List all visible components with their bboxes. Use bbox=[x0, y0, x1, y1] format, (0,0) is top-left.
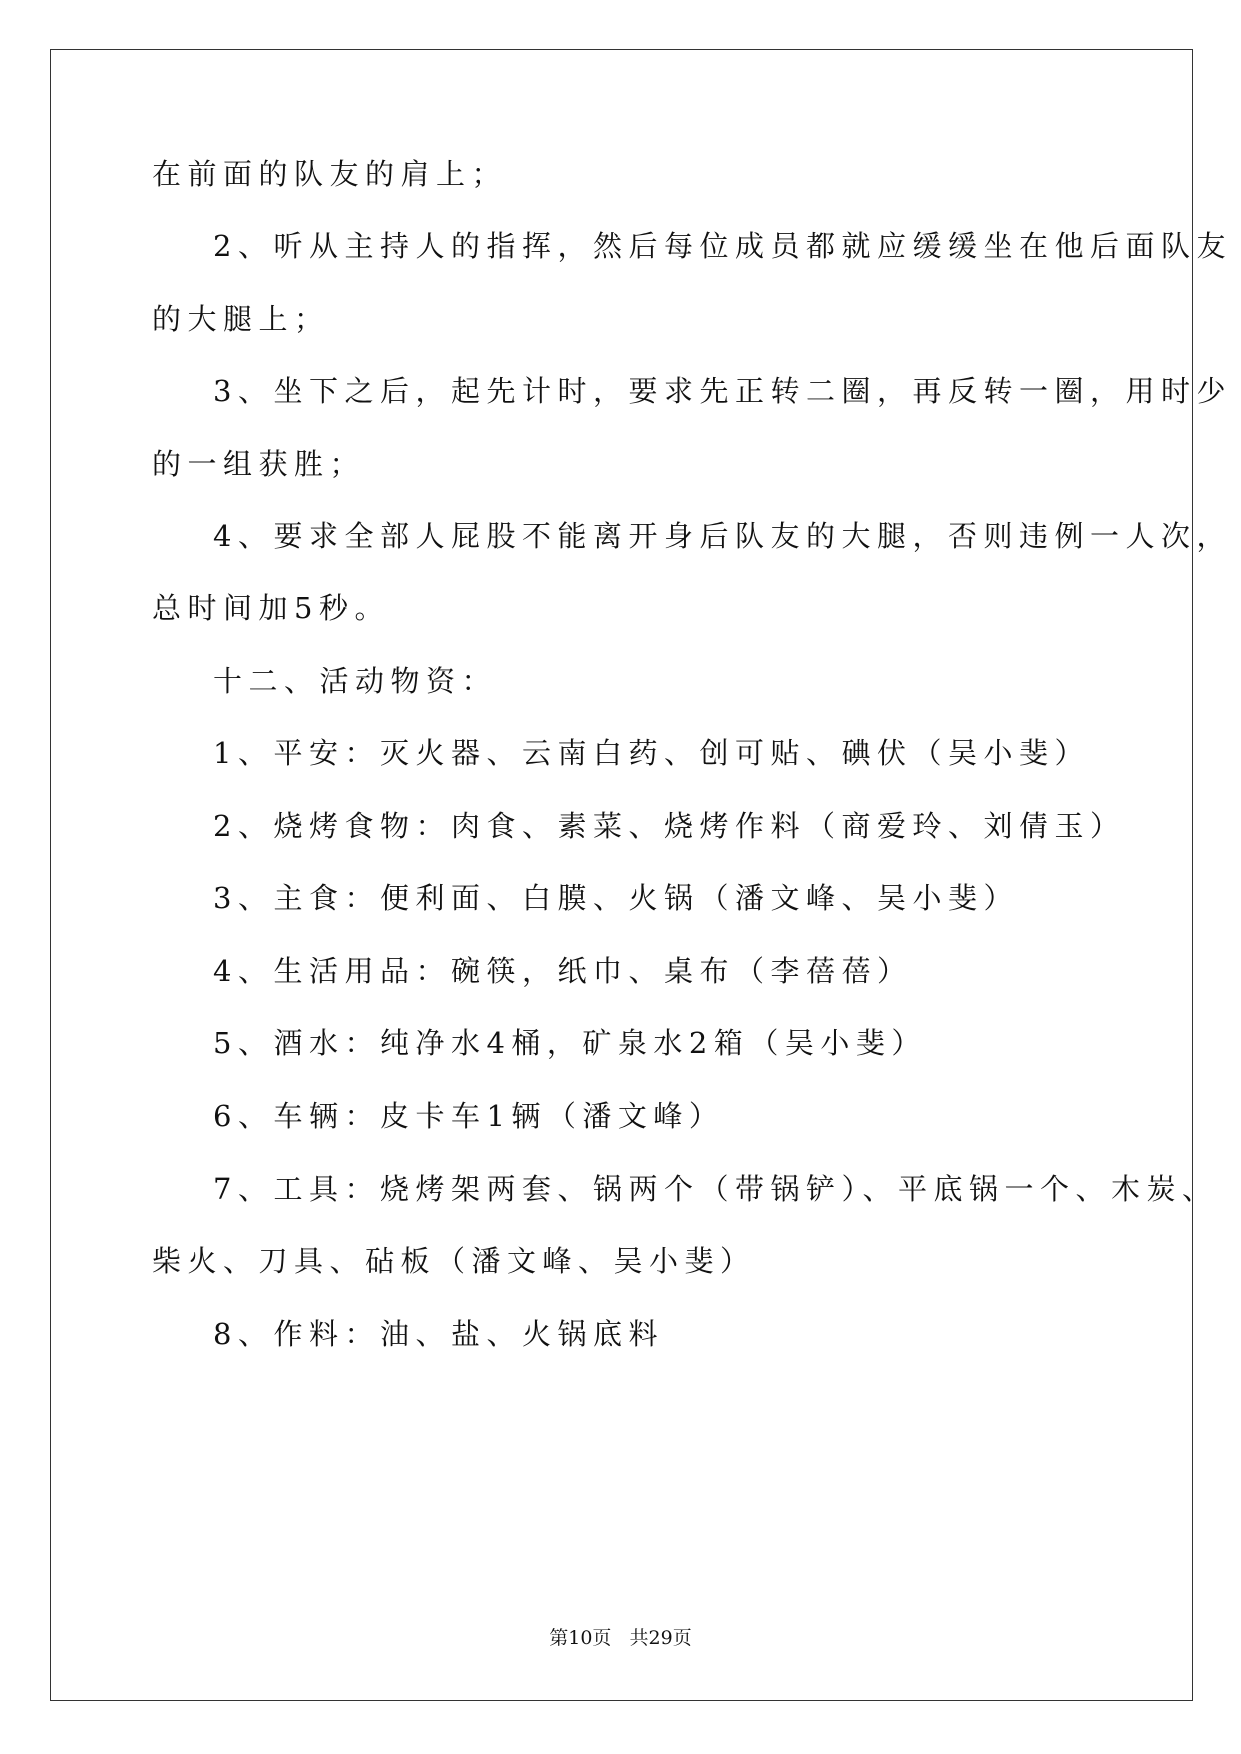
list-item: 6、车辆：皮卡车1辆（潘文峰） bbox=[213, 1099, 725, 1133]
paragraph-line: 的大腿上； bbox=[152, 302, 330, 336]
paragraph-line: 总时间加5秒。 bbox=[152, 591, 390, 625]
list-item-continuation: 柴火、刀具、砧板（潘文峰、吴小斐） bbox=[152, 1244, 756, 1278]
list-item: 4、生活用品：碗筷，纸巾、桌布（李蓓蓓） bbox=[213, 954, 913, 988]
list-item: 5、酒水：纯净水4桶，矿泉水2箱（吴小斐） bbox=[213, 1026, 927, 1060]
paragraph-line: 在前面的队友的肩上； bbox=[152, 157, 508, 191]
paragraph-line: 3、坐下之后，起先计时，要求先正转二圈，再反转一圈，用时少 bbox=[213, 374, 1232, 408]
paragraph-line: 2、听从主持人的指挥，然后每位成员都就应缓缓坐在他后面队友 bbox=[213, 229, 1232, 263]
page-border bbox=[50, 49, 1193, 1701]
paragraph-line: 的一组获胜； bbox=[152, 447, 366, 481]
page-number-footer: 第10页 共29页 bbox=[549, 1627, 692, 1649]
list-item: 2、烧烤食物：肉食、素菜、烧烤作料（商爱玲、刘倩玉） bbox=[213, 809, 1126, 843]
list-item: 7、工具：烧烤架两套、锅两个（带锅铲）、平底锅一个、木炭、 bbox=[213, 1172, 1218, 1206]
list-item: 1、平安：灭火器、云南白药、创可贴、碘伏（吴小斐） bbox=[213, 736, 1090, 770]
paragraph-line: 4、要求全部人屁股不能离开身后队友的大腿，否则违例一人次， bbox=[213, 519, 1232, 553]
section-heading: 十二、活动物资： bbox=[213, 664, 498, 698]
list-item: 8、作料：油、盐、火锅底料 bbox=[213, 1317, 664, 1351]
list-item: 3、主食：便利面、白膜、火锅（潘文峰、吴小斐） bbox=[213, 881, 1019, 915]
